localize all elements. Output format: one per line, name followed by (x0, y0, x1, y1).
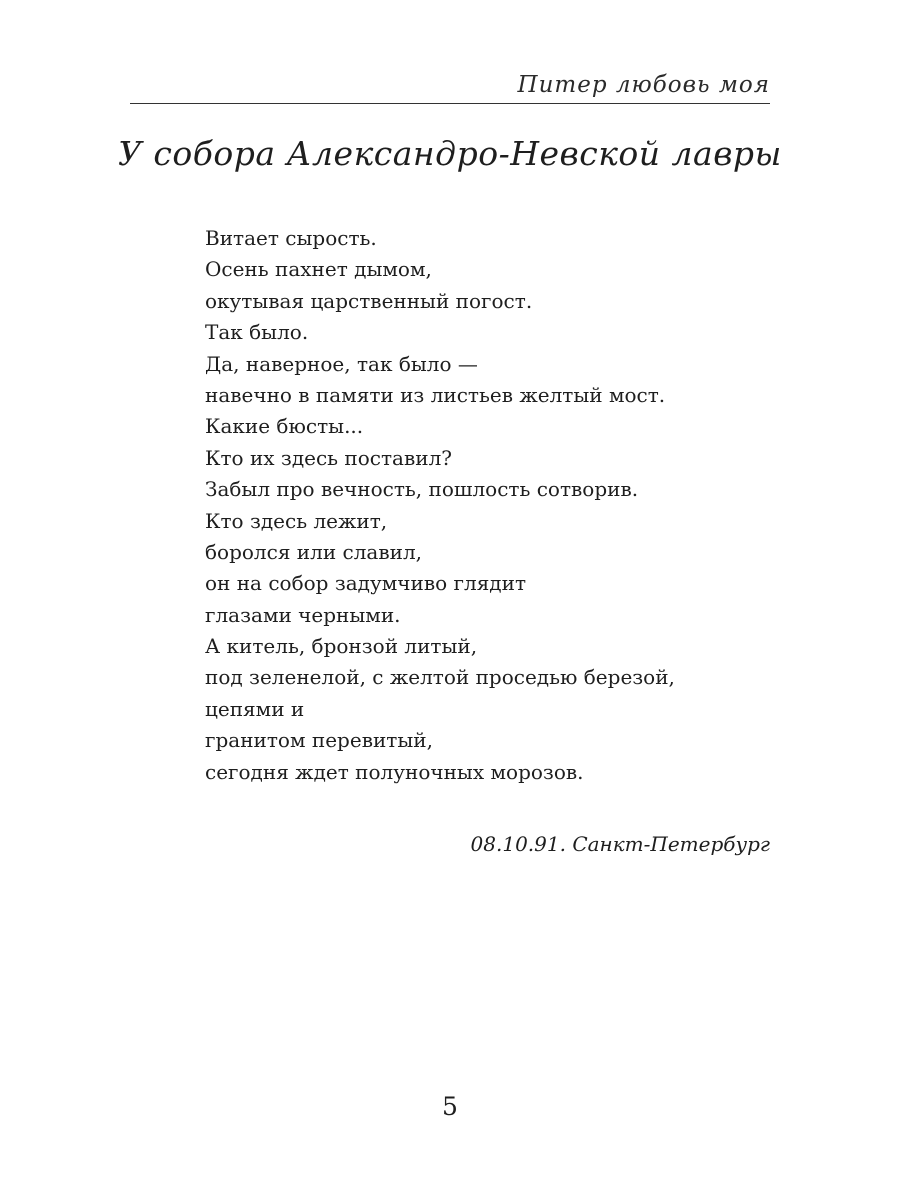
poem-body (205, 223, 805, 788)
poem-line: Кто здесь лежит, (205, 508, 388, 533)
poem-line: он на собор задумчиво глядит (205, 571, 527, 596)
poem-line: боролся или славил, (205, 539, 423, 564)
poem-line: Так было. (205, 320, 309, 345)
poem-line: окутывая царственный погост. (205, 288, 533, 313)
poem-line: под зеленелой, с желтой проседью березой, (205, 665, 675, 690)
poem-line: Осень пахнет дымом, (205, 257, 432, 282)
poem-line: Кто их здесь поставил? (205, 445, 452, 470)
poem-line: Да, наверное, так было — (205, 351, 478, 376)
page-number: 5 (442, 1092, 458, 1121)
running-head: Питер любовь моя (517, 72, 770, 98)
poem-line: сегодня ждет полуночных морозов. (205, 759, 584, 784)
poem-line: гранитом перевитый, (205, 728, 433, 753)
poem-line: цепями и (205, 696, 305, 721)
poem-signature: 08.10.91. Санкт-Петербург (470, 832, 770, 856)
poem-line: Витает сырость. (205, 226, 377, 250)
poem-line: навечно в памяти из листьев желтый мост. (205, 382, 666, 407)
poem-line: Забыл про вечность, пошлость сотворив. (205, 477, 639, 502)
poem-line: А китель, бронзой литый, (205, 634, 478, 659)
running-head-rule (130, 103, 770, 104)
poem-line: Какие бюсты... (205, 414, 364, 439)
poem-title: У собора Александро-Невской лавры (118, 134, 782, 173)
poem-line: глазами черными. (205, 602, 401, 627)
